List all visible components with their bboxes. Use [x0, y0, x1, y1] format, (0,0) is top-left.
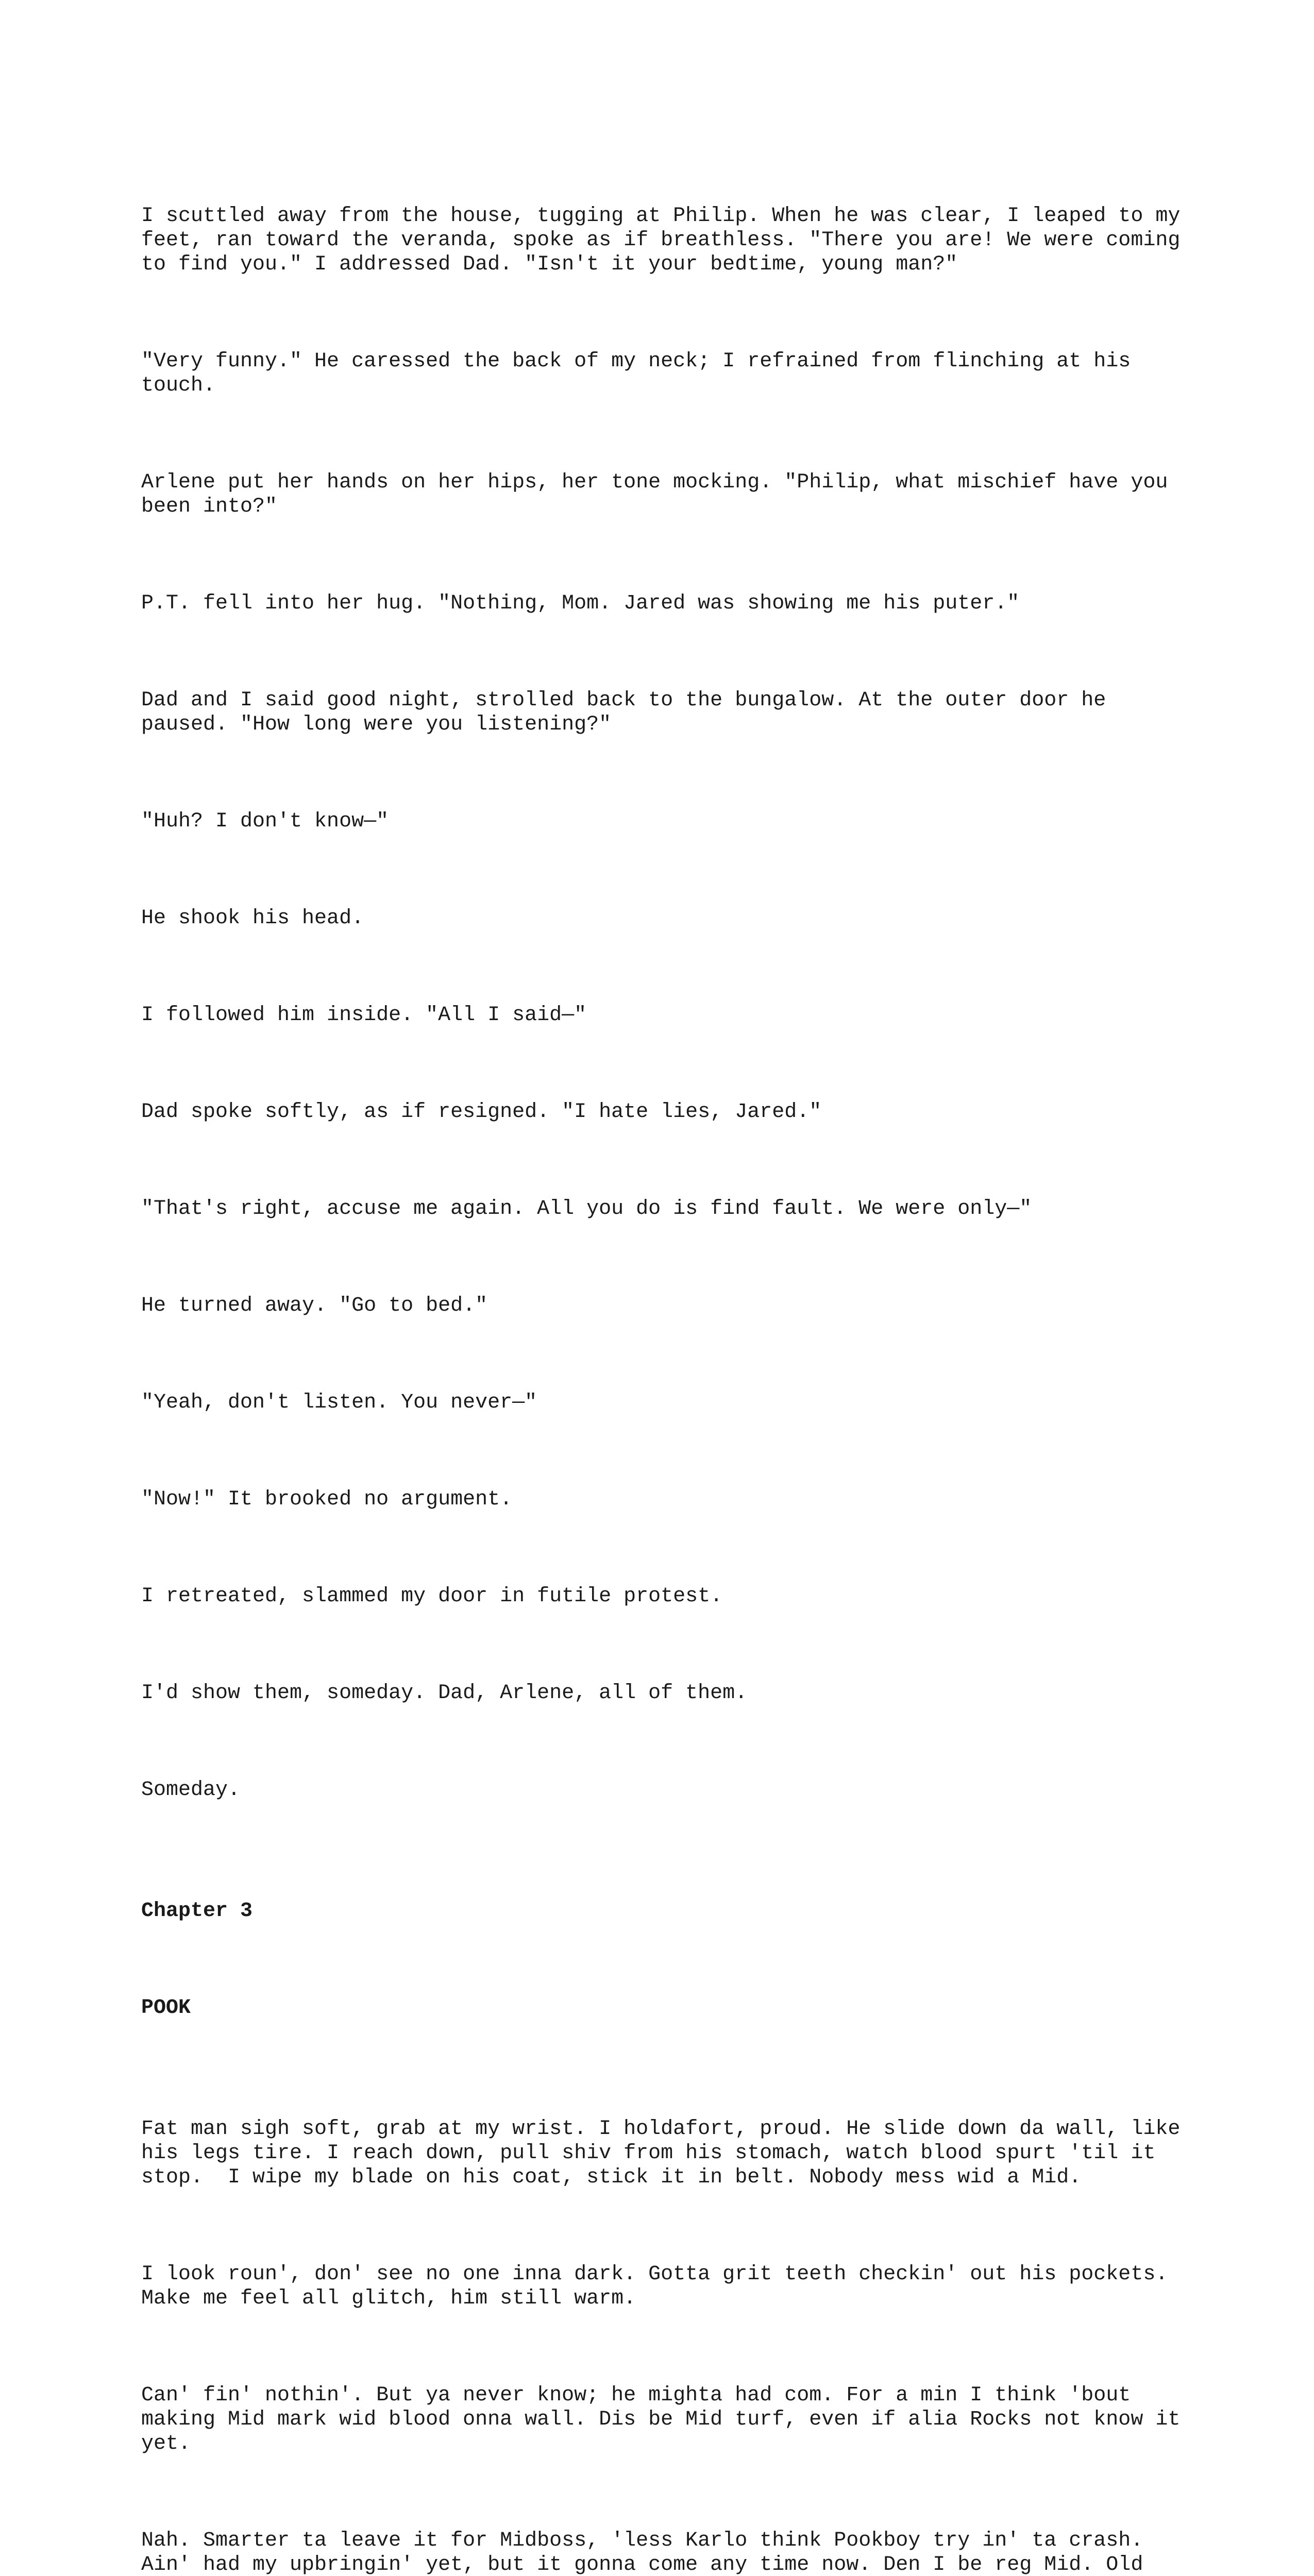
paragraph: "Huh? I don't know—" — [141, 810, 389, 833]
paragraph: Dad and I said good night, strolled back to the bungalow. At the outer door he paused. "How long were you listening?" — [141, 689, 1119, 736]
paragraph: "Yeah, don't listen. You never—" — [141, 1391, 537, 1414]
paragraph: P.T. fell into her hug. "Nothing, Mom. Jared was showing me his puter." — [141, 592, 1020, 615]
paragraph: I'd show them, someday. Dad, Arlene, all of them. — [141, 1682, 748, 1705]
paragraph: Can' fin' nothin'. But ya never know; he mighta had com. For a min I think 'bout making Mid mark wid blood onna wall. Dis be Mid turf, even if alia Rocks not know it yet. — [141, 2384, 1193, 2455]
paragraph: Someday. — [141, 1778, 241, 1802]
paragraph: Dad spoke softly, as if resigned. "I hate lies, Jared." — [141, 1100, 822, 1124]
paragraph: Fat man sigh soft, grab at my wrist. I holdafort, proud. He slide down da wall, like his legs tire. I reach down, pull shiv from his stomach, watch blood spurt 'til it stop. I wipe my blade on his coat, stick it in belt. Nobody mess wid a Mid. — [141, 2117, 1193, 2189]
paragraph: "Now!" It brooked no argument. — [141, 1488, 513, 1511]
paragraph: Arlene put her hands on her hips, her tone mocking. "Philip, what mischief have you been into?" — [141, 471, 1181, 518]
section-heading: POOK — [141, 1996, 191, 2020]
text-column — [141, 156, 1192, 2576]
paragraph: He turned away. "Go to bed." — [141, 1294, 488, 1317]
chapter-heading: Chapter 3 — [141, 1900, 253, 1923]
paragraph: I look roun', don' see no one inna dark. Gotta grit teeth checkin' out his pockets. Make me feel all glitch, him still warm. — [141, 2263, 1181, 2310]
paragraph: He shook his head. — [141, 907, 364, 930]
paragraph: I retreated, slammed my door in futile protest. — [141, 1585, 723, 1608]
paragraph: I scuttled away from the house, tugging at Philip. When he was clear, I leaped to my feet, ran toward the veranda, spoke as if breathless. "There you are! We were coming to find you." I addressed Dad. "Isn't it your bedtime, young man?" — [141, 205, 1193, 276]
paragraph: I followed him inside. "All I said—" — [141, 1004, 587, 1027]
paragraph: Nah. Smarter ta leave it for Midboss, 'less Karlo think Pookboy try in' ta crash. Ain' had my upbringin' yet, but it gonna come any time now. Den I be reg Mid. Old — [141, 2529, 1143, 2576]
paragraph: "Very funny." He caressed the back of my neck; I refrained from flinching at his touch. — [141, 350, 1143, 397]
paragraph: "That's right, accuse me again. All you do is find fault. We were only—" — [141, 1197, 1032, 1221]
